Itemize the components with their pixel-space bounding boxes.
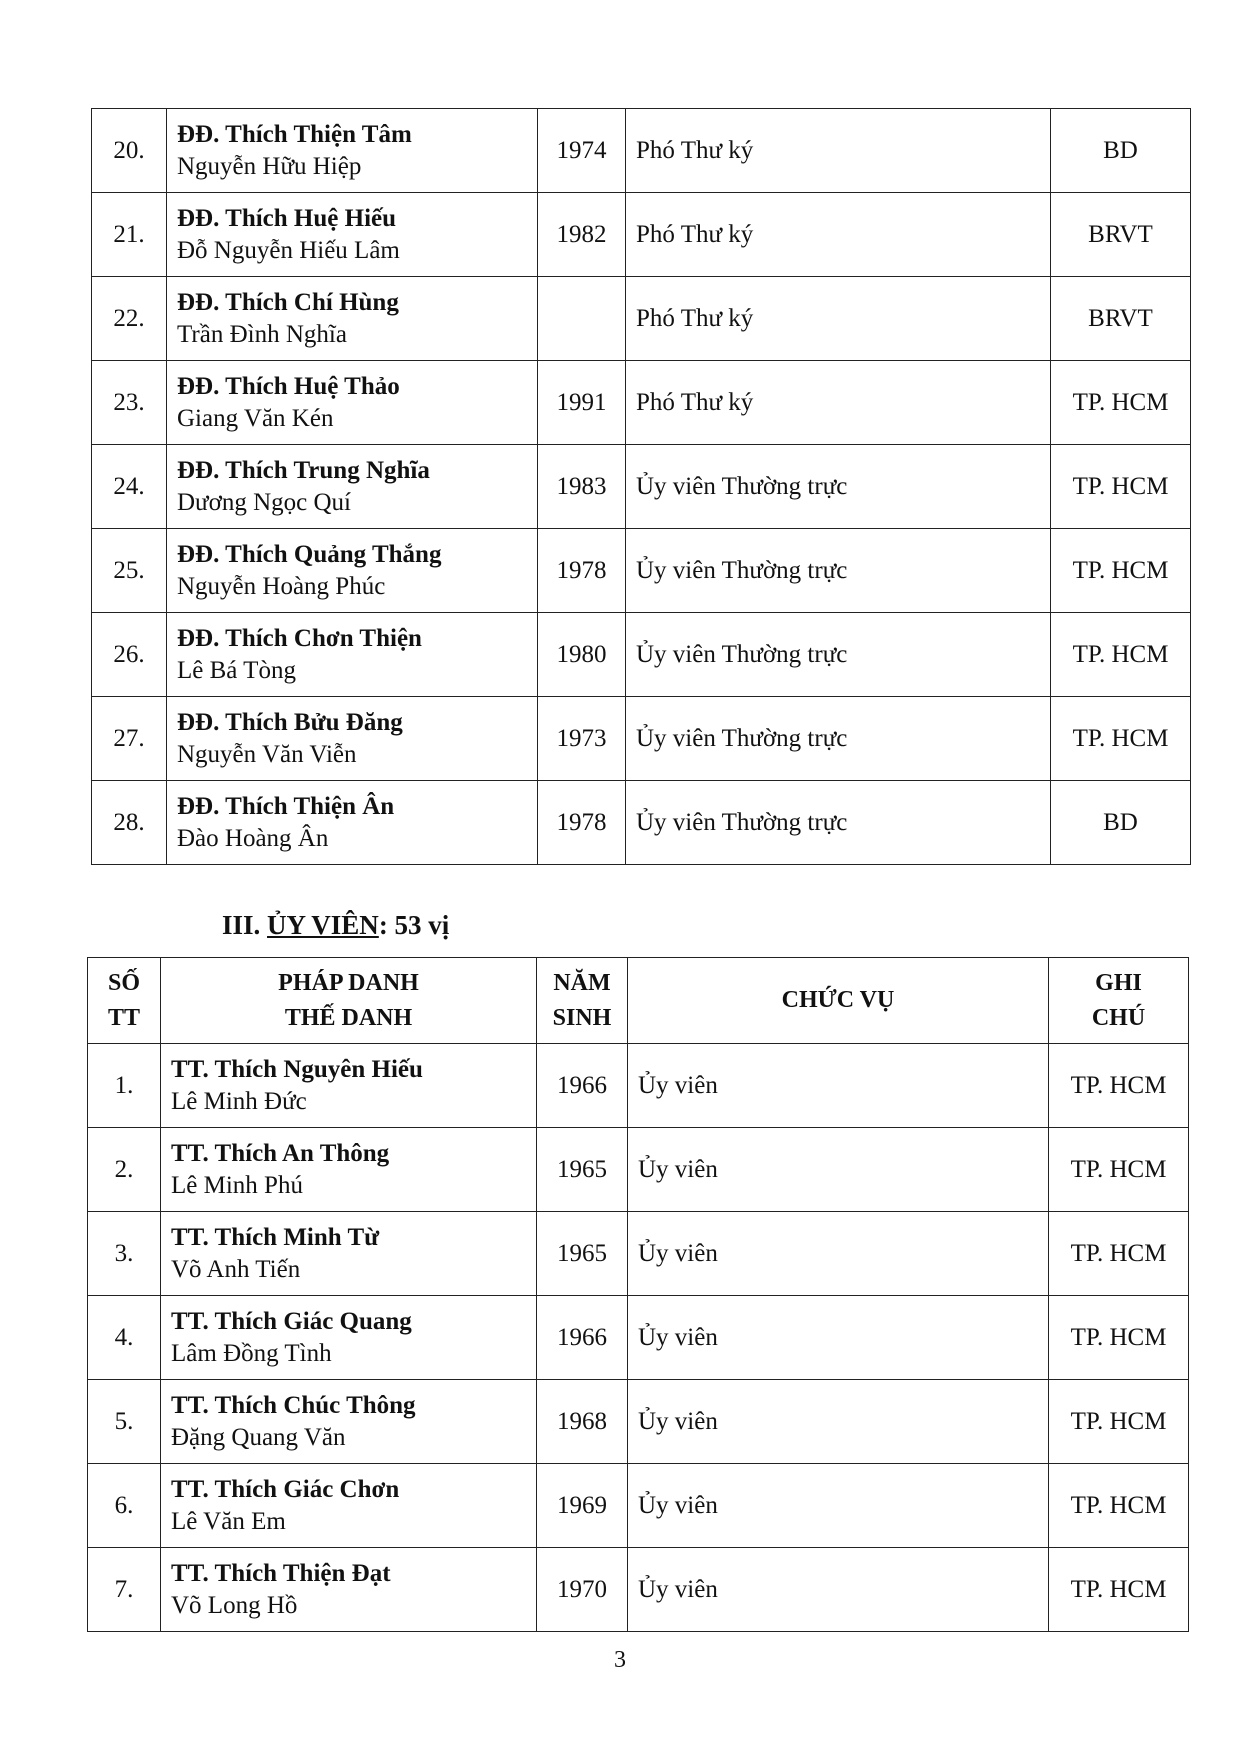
birth-year: 1983 — [538, 445, 626, 529]
table-row — [92, 613, 1191, 697]
dharma-name: TT. Thích Giác Quang — [171, 1307, 412, 1335]
name-cell — [161, 1464, 537, 1548]
note: BD — [1051, 781, 1191, 865]
birth-year: 1965 — [537, 1128, 628, 1212]
secular-name: Lê Bá Tòng — [177, 656, 296, 684]
name-cell — [161, 1044, 537, 1128]
note: TP. HCM — [1049, 1380, 1189, 1464]
row-number: 26. — [92, 613, 167, 697]
name-cell — [167, 529, 538, 613]
name-cell — [167, 613, 538, 697]
table-row — [88, 1044, 1189, 1128]
position: Phó Thư ký — [626, 277, 1051, 361]
row-number: 1. — [88, 1044, 161, 1128]
position: Ủy viên Thường trực — [626, 445, 1051, 529]
secular-name: Nguyễn Hữu Hiệp — [177, 152, 362, 180]
position: Ủy viên Thường trực — [626, 697, 1051, 781]
table-row — [92, 697, 1191, 781]
position: Ủy viên — [628, 1212, 1049, 1296]
position: Phó Thư ký — [626, 361, 1051, 445]
table-row — [92, 277, 1191, 361]
row-number: 21. — [92, 193, 167, 277]
dharma-name: ĐĐ. Thích Chí Hùng — [177, 288, 399, 316]
page-number: 3 — [614, 1647, 626, 1673]
header-note: GHI CHÚ — [1049, 958, 1189, 1044]
name-cell — [161, 1296, 537, 1380]
header-position: CHỨC VỤ — [628, 958, 1049, 1044]
dharma-name: ĐĐ. Thích Trung Nghĩa — [177, 456, 430, 484]
row-number: 22. — [92, 277, 167, 361]
name-cell — [167, 193, 538, 277]
section-title: ỦY VIÊN — [267, 910, 379, 940]
note: BD — [1051, 109, 1191, 193]
dharma-name: ĐĐ. Thích Huệ Thảo — [177, 372, 400, 400]
note: TP. HCM — [1051, 697, 1191, 781]
table-row — [88, 1464, 1189, 1548]
secular-name: Đào Hoàng Ân — [177, 824, 329, 852]
birth-year: 1966 — [537, 1044, 628, 1128]
birth-year: 1980 — [538, 613, 626, 697]
birth-year: 1969 — [537, 1464, 628, 1548]
note: BRVT — [1051, 193, 1191, 277]
birth-year: 1978 — [538, 781, 626, 865]
birth-year: 1991 — [538, 361, 626, 445]
row-number: 5. — [88, 1380, 161, 1464]
dharma-name: ĐĐ. Thích Huệ Hiếu — [177, 204, 397, 232]
secular-name: Võ Anh Tiến — [171, 1255, 301, 1283]
note: TP. HCM — [1049, 1044, 1189, 1128]
table-row — [88, 1212, 1189, 1296]
note: TP. HCM — [1049, 1464, 1189, 1548]
row-number: 3. — [88, 1212, 161, 1296]
birth-year: 1966 — [537, 1296, 628, 1380]
dharma-name: TT. Thích Nguyên Hiếu — [171, 1055, 423, 1083]
position: Ủy viên — [628, 1296, 1049, 1380]
note: TP. HCM — [1049, 1128, 1189, 1212]
dharma-name: ĐĐ. Thích Thiện Ân — [177, 792, 395, 820]
note: TP. HCM — [1051, 613, 1191, 697]
secular-name: Lê Văn Em — [171, 1507, 286, 1535]
secular-name: Võ Long Hồ — [171, 1591, 298, 1619]
table-row — [92, 529, 1191, 613]
table-row — [92, 781, 1191, 865]
name-cell — [167, 361, 538, 445]
birth-year: 1968 — [537, 1380, 628, 1464]
name-cell — [167, 697, 538, 781]
dharma-name: ĐĐ. Thích Quảng Thắng — [177, 540, 442, 568]
header-number: SỐ TT — [88, 958, 161, 1044]
section-count: : 53 vị — [378, 910, 450, 940]
name-cell — [167, 277, 538, 361]
name-cell — [167, 781, 538, 865]
note: TP. HCM — [1049, 1296, 1189, 1380]
dharma-name: TT. Thích An Thông — [171, 1139, 390, 1167]
secular-name: Nguyễn Hoàng Phúc — [177, 572, 386, 600]
table-row — [92, 361, 1191, 445]
position: Ủy viên Thường trực — [626, 529, 1051, 613]
secular-name: Giang Văn Kén — [177, 404, 334, 432]
birth-year: 1973 — [538, 697, 626, 781]
table-header-row — [88, 958, 1189, 1044]
row-number: 2. — [88, 1128, 161, 1212]
birth-year: 1974 — [538, 109, 626, 193]
row-number: 23. — [92, 361, 167, 445]
members-table — [87, 957, 1189, 1632]
name-cell — [167, 445, 538, 529]
note: TP. HCM — [1051, 361, 1191, 445]
position: Ủy viên — [628, 1044, 1049, 1128]
secular-name: Dương Ngọc Quí — [177, 488, 351, 516]
table-row — [88, 1128, 1189, 1212]
header-name: PHÁP DANH THẾ DANH — [161, 958, 537, 1044]
position: Phó Thư ký — [626, 193, 1051, 277]
name-cell — [161, 1128, 537, 1212]
header-birth-year: NĂM SINH — [537, 958, 628, 1044]
secular-name: Lê Minh Đức — [171, 1087, 307, 1115]
note: TP. HCM — [1049, 1212, 1189, 1296]
position: Ủy viên Thường trực — [626, 781, 1051, 865]
section-heading — [222, 908, 449, 942]
dharma-name: TT. Thích Minh Từ — [171, 1223, 380, 1251]
row-number: 28. — [92, 781, 167, 865]
secular-name: Lê Minh Phú — [171, 1171, 303, 1199]
secular-name: Nguyễn Văn Viễn — [177, 740, 357, 768]
secular-name: Đặng Quang Văn — [171, 1423, 346, 1451]
note: TP. HCM — [1051, 445, 1191, 529]
row-number: 4. — [88, 1296, 161, 1380]
table-row — [88, 1380, 1189, 1464]
note: TP. HCM — [1051, 529, 1191, 613]
row-number: 24. — [92, 445, 167, 529]
birth-year: 1970 — [537, 1548, 628, 1632]
birth-year: 1982 — [538, 193, 626, 277]
dharma-name: TT. Thích Chúc Thông — [171, 1391, 416, 1419]
secular-name: Trần Đình Nghĩa — [177, 320, 347, 348]
dharma-name: TT. Thích Thiện Đạt — [171, 1559, 391, 1587]
birth-year: 1965 — [537, 1212, 628, 1296]
table-row — [92, 193, 1191, 277]
position: Phó Thư ký — [626, 109, 1051, 193]
table-row — [88, 1296, 1189, 1380]
section-number: III. — [222, 910, 268, 940]
birth-year — [538, 277, 626, 361]
position: Ủy viên — [628, 1128, 1049, 1212]
dharma-name: ĐĐ. Thích Chơn Thiện — [177, 624, 422, 652]
dharma-name: ĐĐ. Thích Thiện Tâm — [177, 120, 412, 148]
birth-year: 1978 — [538, 529, 626, 613]
table-row — [92, 445, 1191, 529]
position: Ủy viên — [628, 1464, 1049, 1548]
note: TP. HCM — [1049, 1548, 1189, 1632]
name-cell — [161, 1548, 537, 1632]
secular-name: Đỗ Nguyễn Hiếu Lâm — [177, 236, 400, 264]
row-number: 20. — [92, 109, 167, 193]
standing-members-table-continued — [91, 108, 1191, 865]
note: BRVT — [1051, 277, 1191, 361]
secular-name: Lâm Đồng Tình — [171, 1339, 332, 1367]
position: Ủy viên — [628, 1548, 1049, 1632]
name-cell — [161, 1212, 537, 1296]
name-cell — [167, 109, 538, 193]
row-number: 25. — [92, 529, 167, 613]
dharma-name: ĐĐ. Thích Bửu Đăng — [177, 708, 403, 736]
row-number: 6. — [88, 1464, 161, 1548]
row-number: 27. — [92, 697, 167, 781]
table-row — [88, 1548, 1189, 1632]
position: Ủy viên Thường trực — [626, 613, 1051, 697]
table-row — [92, 109, 1191, 193]
position: Ủy viên — [628, 1380, 1049, 1464]
name-cell — [161, 1380, 537, 1464]
dharma-name: TT. Thích Giác Chơn — [171, 1475, 400, 1503]
row-number: 7. — [88, 1548, 161, 1632]
